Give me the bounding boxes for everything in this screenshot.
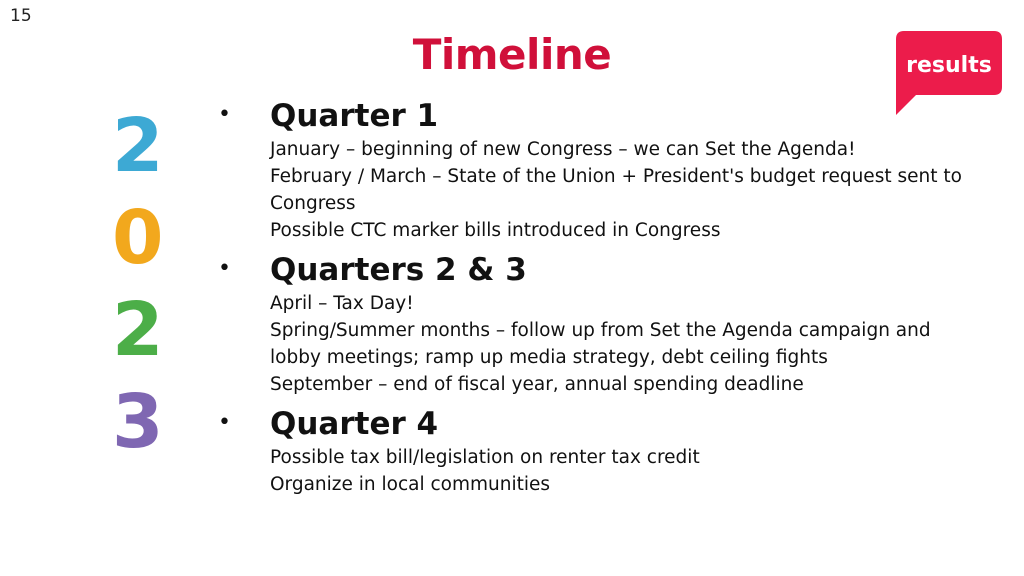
quarter-4-line-2: Organize in local communities xyxy=(270,474,551,495)
quarters-2-3-line-2: Spring/Summer months – follow up from Set the Agenda campaign and lobby meetings; ramp up media strategy, debt ceiling fights xyxy=(270,320,931,368)
slide-number: 15 xyxy=(10,6,32,26)
quarter-4-section xyxy=(212,404,972,498)
quarters-2-3-section xyxy=(212,250,972,398)
quarter-1-line-3: Possible CTC marker bills introduced in Congress xyxy=(270,220,721,241)
year-2023 xyxy=(112,100,164,468)
bullet: • xyxy=(218,102,231,127)
quarter-4-line-1: Possible tax bill/legislation on renter tax credit xyxy=(270,447,700,468)
logo-text: results xyxy=(906,53,992,78)
quarters-2-3-title: Quarters 2 & 3 xyxy=(270,252,527,288)
page-title: Timeline xyxy=(412,30,612,79)
bullet: • xyxy=(218,410,231,435)
year-digit-2: 0 xyxy=(112,195,164,281)
quarter-1-line-2: February / March – State of the Union + President's budget request sent to Congress xyxy=(270,166,962,214)
quarter-1-line-1: January – beginning of new Congress – we can Set the Agenda! xyxy=(270,139,856,160)
year-digit-3: 2 xyxy=(112,287,164,373)
quarters-2-3-line-3: September – end of fiscal year, annual spending deadline xyxy=(270,374,804,395)
quarters-2-3-line-1: April – Tax Day! xyxy=(270,293,414,314)
year-digit-4: 3 xyxy=(112,379,164,465)
quarter-1-title: Quarter 1 xyxy=(270,98,439,134)
year-digit-1: 2 xyxy=(112,103,164,189)
bullet: • xyxy=(218,256,231,281)
timeline-content xyxy=(212,96,972,498)
quarter-1-section xyxy=(212,96,972,244)
quarter-4-title: Quarter 4 xyxy=(270,406,439,442)
